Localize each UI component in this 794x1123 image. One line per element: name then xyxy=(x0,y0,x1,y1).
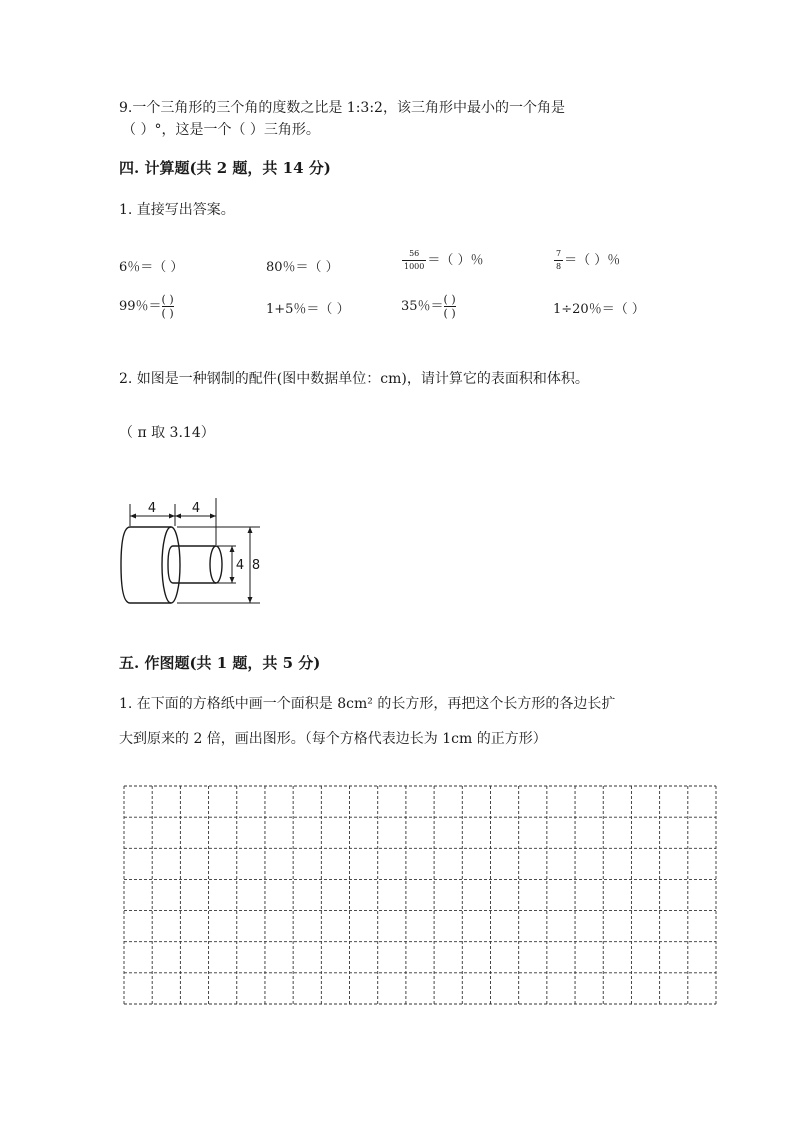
dimension-label-inner: 4 xyxy=(235,558,245,573)
calc-item-7-over-8: $\frac{7}{8}$ ＝（ ）％ xyxy=(556,249,621,271)
question-9-line-1: 9.一个三角形的三个角的度数之比是 1:3:2，该三角形中最小的一个角是 xyxy=(119,100,565,116)
small-cylinder-face xyxy=(210,546,222,583)
calc-item-1-div-20-percent: 1÷20％＝（ ） xyxy=(553,302,645,317)
calc-item-99-percent: 99％＝ ( ) ( ) xyxy=(119,293,174,320)
calc-q1-prompt: 1. 直接写出答案。 xyxy=(119,202,235,218)
drawing-q1-line-2: 大到原来的 2 倍，画出图形。（每个方格代表边长为 1cm 的正方形） xyxy=(119,731,547,747)
dimension-label-b: 4 xyxy=(191,501,201,516)
square-grid-paper[interactable] xyxy=(122,784,718,1007)
calc-item-35-percent: 35％＝ ( ) ( ) xyxy=(401,293,456,320)
calc-q2-pi-note: （ π 取 3.14） xyxy=(119,425,215,441)
fraction-56-1000: $\frac{56}{1000}$ xyxy=(404,249,425,271)
large-cylinder-back-edge xyxy=(121,527,130,603)
dimension-label-outer: 8 xyxy=(251,558,261,573)
dimension-label-a: 4 xyxy=(147,501,157,516)
calc-item-6-percent: 6％＝（ ） xyxy=(119,260,184,275)
calc-item-80-percent: 80％＝（ ） xyxy=(266,260,339,275)
section-4-heading: 四. 计算题(共 2 题，共 14 分) xyxy=(119,159,331,177)
calc-item-56-over-1000: $\frac{56}{1000}$ ＝（ ）％ xyxy=(404,249,484,271)
fraction-7-8: $\frac{7}{8}$ xyxy=(556,249,562,271)
question-9-line-2: （ ）°，这是一个（ ）三角形。 xyxy=(122,122,320,138)
section-5-heading: 五. 作图题(共 1 题，共 5 分) xyxy=(119,654,321,672)
blank-fraction: ( ) ( ) xyxy=(443,293,456,320)
blank-fraction: ( ) ( ) xyxy=(161,293,174,320)
large-cylinder-face xyxy=(162,527,180,603)
steel-part-figure xyxy=(118,496,268,608)
calc-q2-line-1: 2. 如图是一种钢制的配件(图中数据单位：cm)，请计算它的表面积和体积。 xyxy=(119,371,589,387)
drawing-q1-line-1: 1. 在下面的方格纸中画一个面积是 8cm² 的长方形，再把这个长方形的各边长扩 xyxy=(119,696,616,712)
calc-item-1-plus-5-percent: 1+5％＝（ ） xyxy=(266,302,350,317)
